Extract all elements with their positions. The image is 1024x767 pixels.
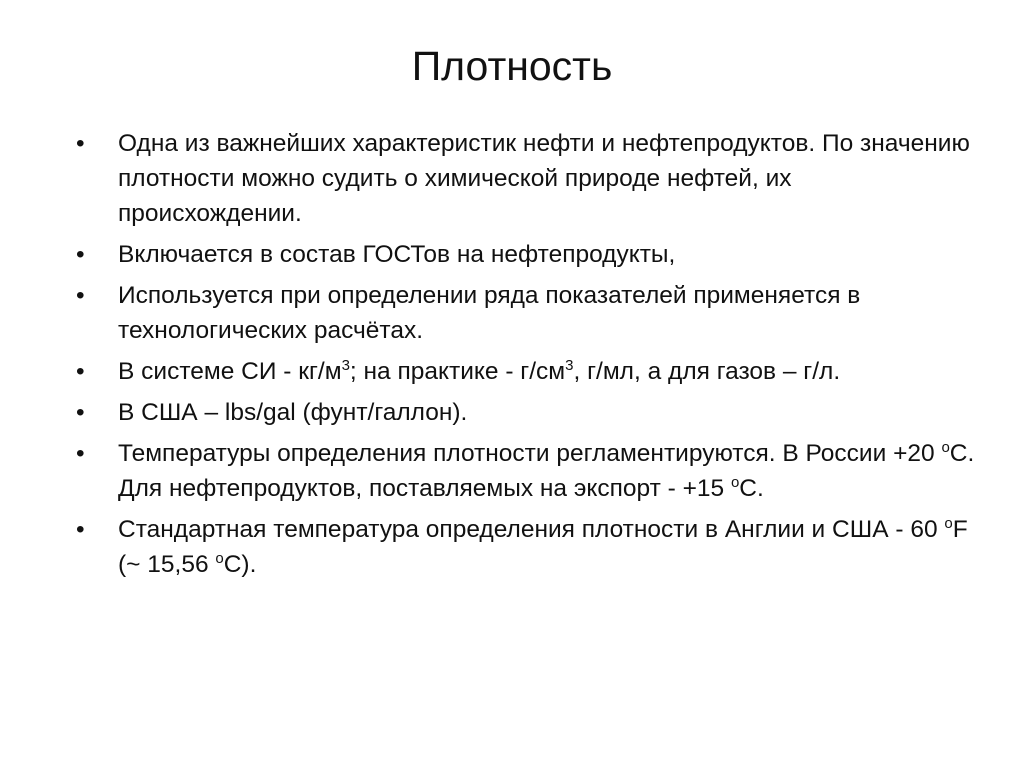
bullet-marker: •	[76, 516, 85, 543]
bullet-text: В США – lbs/gal (фунт/галлон).	[118, 399, 468, 426]
bullet-item	[76, 436, 976, 506]
bullet-superscript: 3	[341, 357, 350, 374]
bullet-superscript: о	[215, 550, 224, 567]
bullet-text: С. Для нефтепродуктов, поставляемых на экспорт - +15	[118, 440, 975, 502]
bullet-text: С.	[739, 475, 764, 502]
bullet-superscript: о	[730, 474, 740, 491]
bullet-item	[76, 354, 976, 389]
bullet-item	[76, 278, 976, 348]
bullet-text: Используется при определении ряда показателей применяется в технологических расчётах.	[118, 282, 861, 344]
bullet-text: , г/мл, а для газов – г/л.	[573, 358, 841, 385]
bullet-text: Включается в состав ГОСТов на нефтепродукты,	[118, 241, 676, 268]
bullet-text: Стандартная температура определения плотности в Англии и США - 60	[118, 516, 945, 543]
bullet-text: F (~ 15,56	[118, 516, 968, 578]
bullet-text: Температуры определения плотности регламентируются. В России +20	[118, 440, 942, 467]
bullet-superscript: о	[941, 439, 950, 456]
bullet-text: С).	[223, 551, 257, 578]
bullet-marker: •	[76, 241, 85, 268]
bullet-text: В системе СИ - кг/м	[118, 358, 342, 385]
bullet-marker: •	[76, 399, 85, 426]
bullet-item	[76, 126, 976, 231]
slide-title: Плотность	[411, 43, 613, 89]
bullet-superscript: о	[944, 515, 953, 532]
bullet-text: Одна из важнейших характеристик нефти и нефтепродуктов. По значению плотности можно судить о химической природе нефтей, их происхождении.	[118, 130, 970, 227]
bullet-item	[76, 395, 976, 430]
bullet-marker: •	[76, 130, 85, 157]
bullet-marker: •	[76, 358, 85, 385]
bullet-marker: •	[76, 282, 85, 309]
bullet-text: ; на практике - г/см	[349, 358, 566, 385]
bullet-item	[76, 512, 976, 582]
bullet-marker: •	[76, 440, 85, 467]
bullet-superscript: 3	[565, 357, 574, 374]
bullet-list	[76, 126, 976, 588]
bullet-item	[76, 237, 976, 272]
